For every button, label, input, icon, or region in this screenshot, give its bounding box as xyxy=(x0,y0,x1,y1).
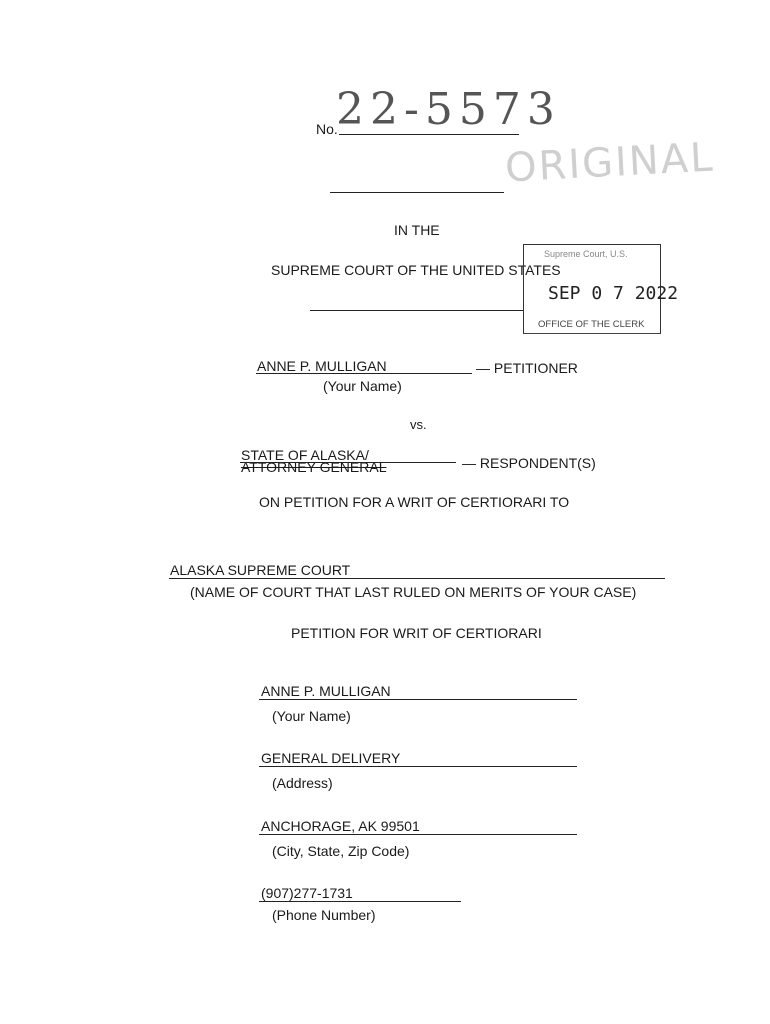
lower-court-name: ALASKA SUPREME COURT xyxy=(170,562,351,578)
petitioner-line xyxy=(256,373,472,374)
petitioner-name: ANNE P. MULLIGAN xyxy=(257,358,387,374)
contact-name-caption: (Your Name) xyxy=(272,708,351,724)
stamp-office-label: OFFICE OF THE CLERK xyxy=(538,319,645,330)
contact-address-caption: (Address) xyxy=(272,775,333,791)
original-stamp: ORIGINAL xyxy=(503,134,716,192)
petitioner-role: — PETITIONER xyxy=(476,360,578,376)
lower-court-caption: (NAME OF COURT THAT LAST RULED ON MERITS OF YOUR CASE) xyxy=(190,584,637,600)
case-number: 22-5573 xyxy=(336,84,561,135)
contact-phone: (907)277-1731 xyxy=(261,885,353,901)
respondent-line2: ATTORNEY GENERAL xyxy=(241,459,387,475)
petition-title: PETITION FOR WRIT OF CERTIORARI xyxy=(291,625,542,641)
contact-phone-caption: (Phone Number) xyxy=(272,907,376,923)
stamp-date: SEP 0 7 2022 xyxy=(548,283,679,304)
court-heading: SUPREME COURT OF THE UNITED STATES xyxy=(271,262,561,278)
contact-city-line xyxy=(259,834,577,835)
contact-name: ANNE P. MULLIGAN xyxy=(261,683,391,699)
contact-name-line xyxy=(259,699,577,700)
case-number-line xyxy=(339,134,519,135)
respondent-role: — RESPONDENT(S) xyxy=(462,455,596,471)
contact-city: ANCHORAGE, AK 99501 xyxy=(261,818,420,834)
blank-line xyxy=(330,192,504,193)
lower-court-line xyxy=(169,578,665,579)
stamp-court-label: Supreme Court, U.S. xyxy=(544,249,628,259)
petitioner-caption: (Your Name) xyxy=(323,378,402,394)
contact-city-caption: (City, State, Zip Code) xyxy=(272,843,410,859)
contact-address-line xyxy=(259,766,577,767)
on-petition-text: ON PETITION FOR A WRIT OF CERTIORARI TO xyxy=(259,494,570,510)
respondent-line1: STATE OF ALASKA/ xyxy=(241,447,369,463)
court-blank-line xyxy=(310,310,524,311)
versus-label: vs. xyxy=(410,417,427,432)
in-the-heading: IN THE xyxy=(394,222,440,238)
contact-address: GENERAL DELIVERY xyxy=(261,750,401,766)
respondent-line xyxy=(240,462,456,463)
case-number-label: No. xyxy=(316,121,338,137)
contact-phone-line xyxy=(259,901,461,902)
